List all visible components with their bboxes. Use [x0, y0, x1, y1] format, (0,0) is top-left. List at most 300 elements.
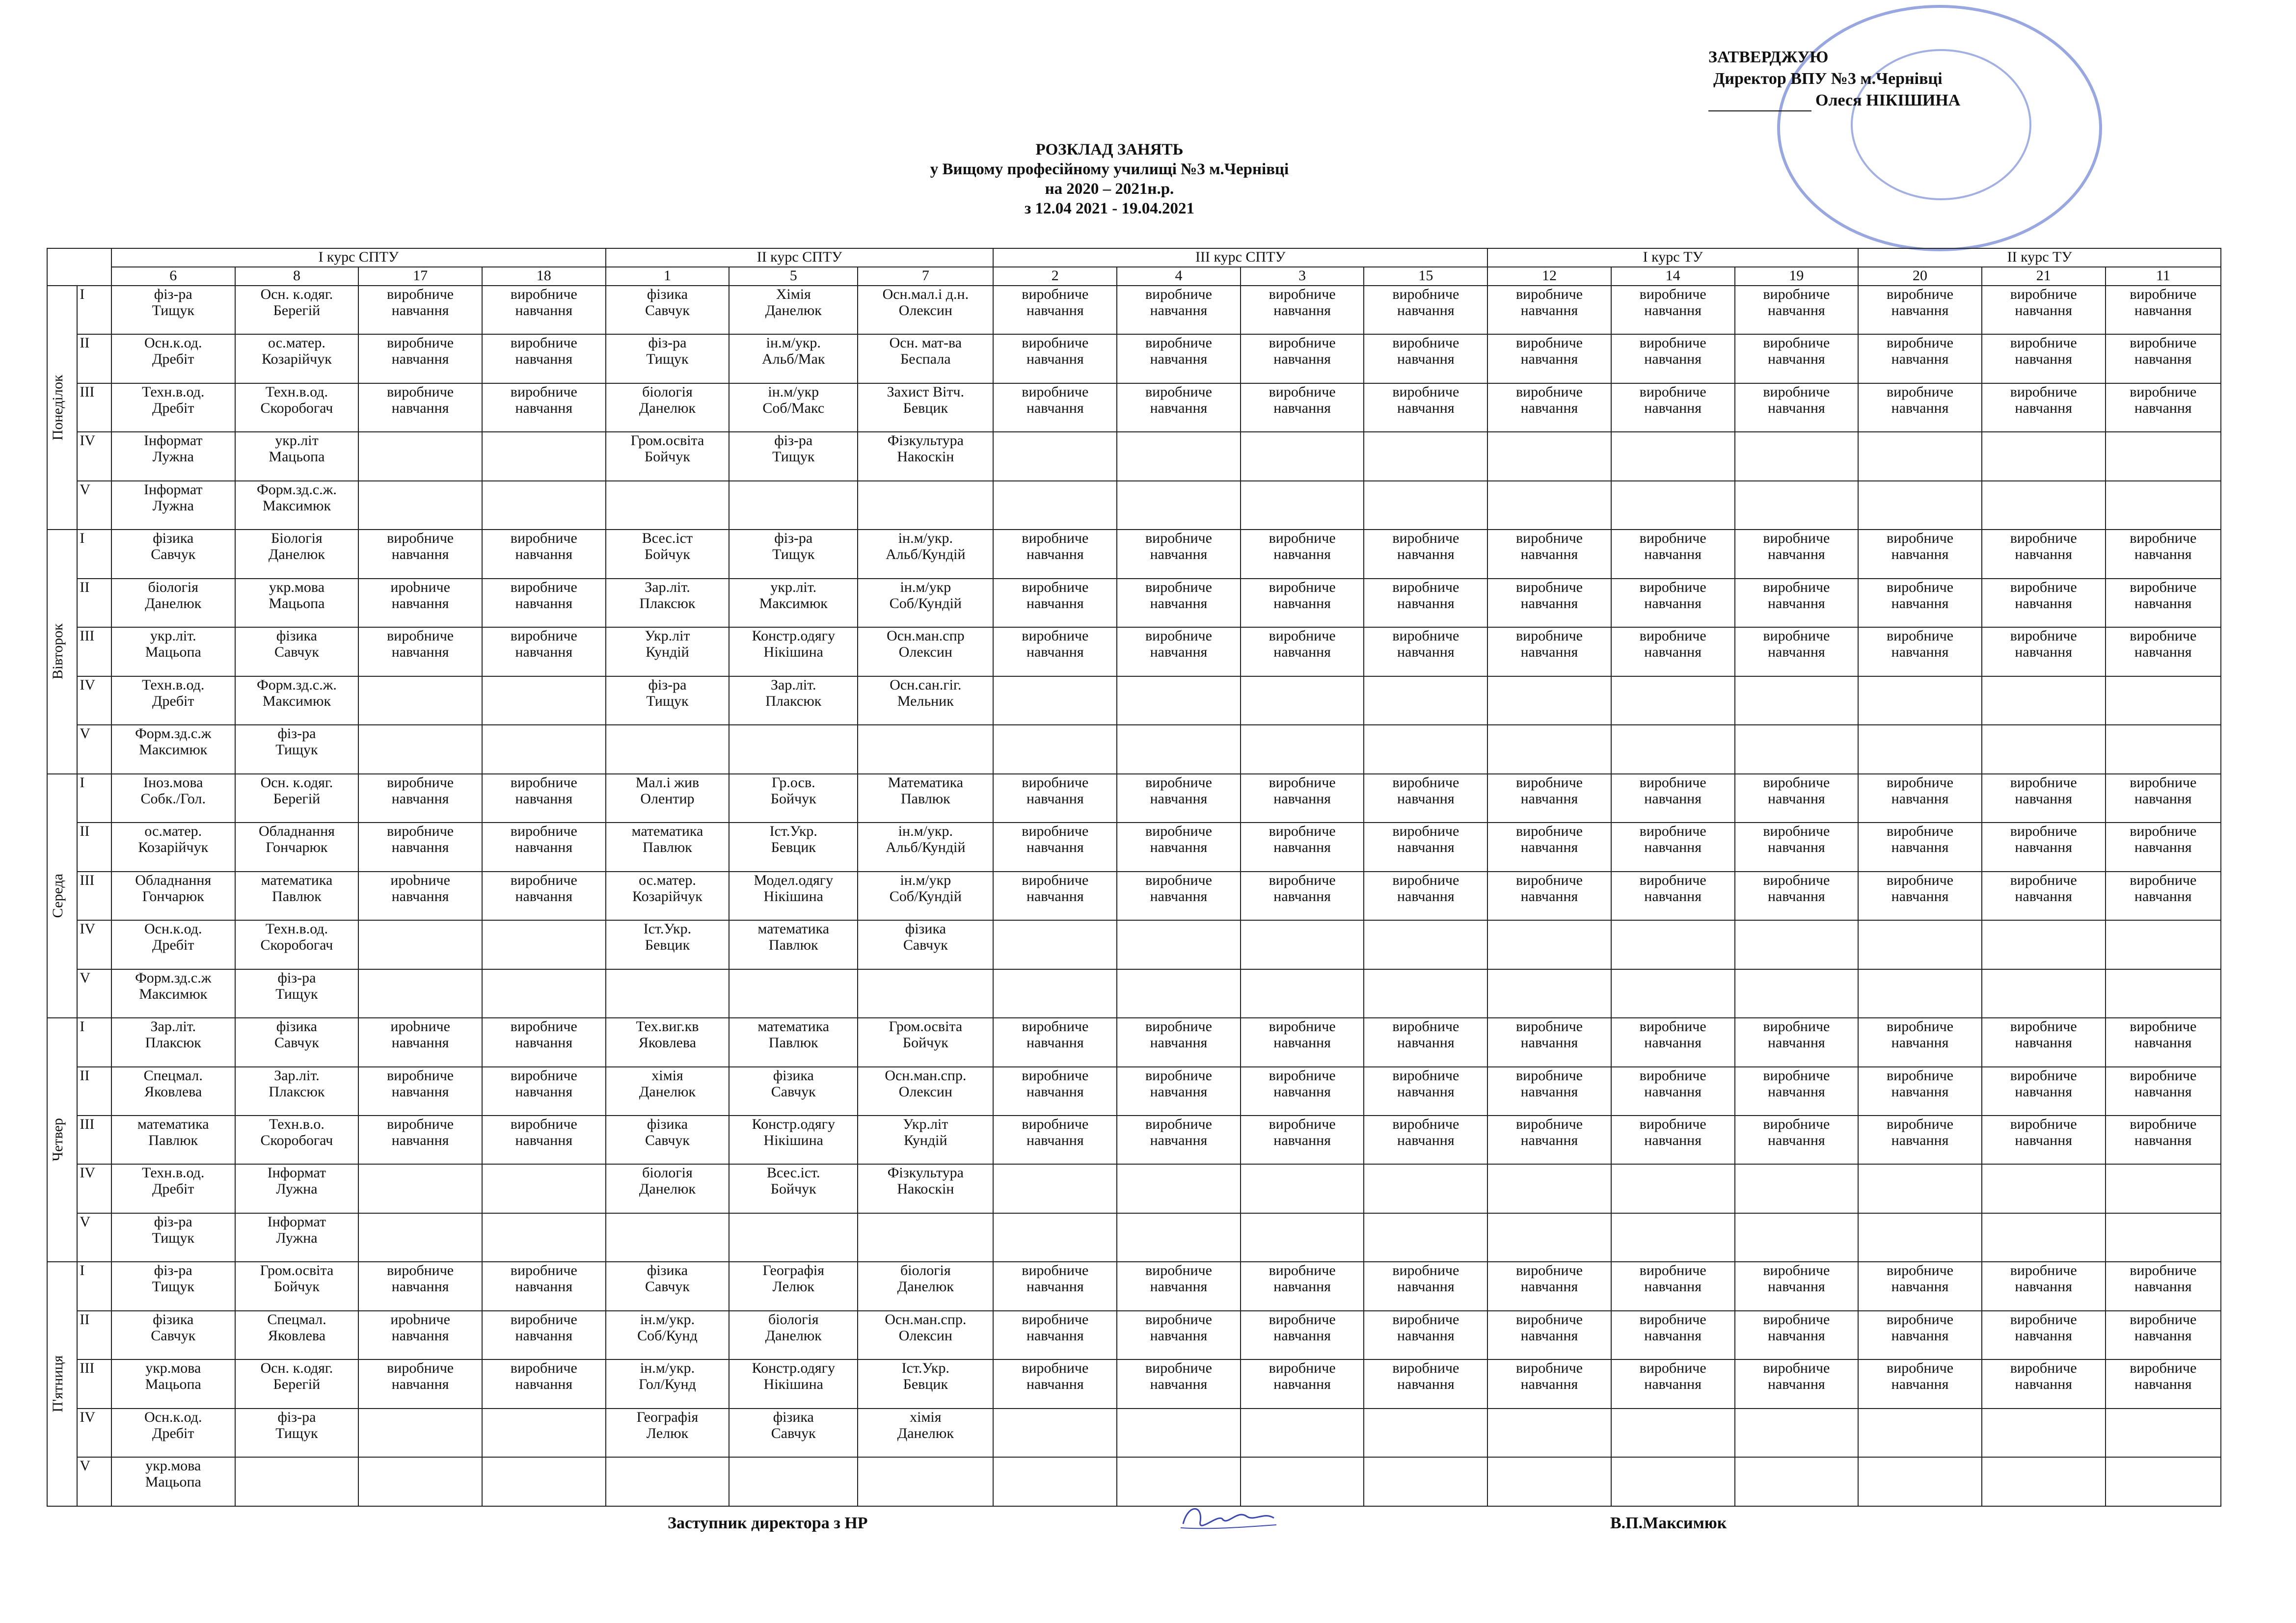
lesson-cell: Техн.в.од. Дребіт: [111, 1164, 235, 1213]
lesson-cell: виробниче навчання: [1611, 872, 1735, 920]
lesson-cell: ін.м/укр Соб/Макс: [729, 383, 858, 432]
lesson-cell: хімія Данелюк: [858, 1409, 993, 1457]
lesson-cell: Географія Лелюк: [729, 1262, 858, 1310]
course-header: І курс ТУ: [1487, 248, 1858, 267]
schedule-row: [47, 481, 2221, 530]
lesson-cell: [1241, 1164, 1364, 1213]
course-header: ІІ курс ТУ: [1858, 248, 2221, 267]
lesson-cell: фіз-ра Тищук: [111, 1262, 235, 1310]
lesson-cell: виробниче навчання: [1487, 627, 1611, 676]
lesson-cell: [358, 1457, 482, 1506]
lesson-cell: біологія Данелюк: [606, 383, 729, 432]
lesson-cell: [1487, 481, 1611, 530]
lesson-cell: виробниче навчання: [1982, 1262, 2106, 1310]
lesson-cell: [1117, 1409, 1241, 1457]
lesson-cell: фіз-ра Тищук: [111, 1213, 235, 1262]
pair-number: ІІІ: [77, 383, 111, 432]
pair-number: V: [77, 1457, 111, 1506]
lesson-cell: Форм.зд.с.ж. Максимюк: [235, 481, 359, 530]
lesson-cell: виробниче навчання: [1487, 774, 1611, 823]
lesson-cell: виробниче навчання: [1858, 383, 1982, 432]
lesson-cell: [1611, 725, 1735, 773]
lesson-cell: виробниче навчання: [1364, 334, 1487, 383]
corner-cell: [47, 248, 111, 286]
lesson-cell: Укр.літ Кундій: [858, 1116, 993, 1164]
lesson-cell: математика Павлюк: [729, 920, 858, 969]
lesson-cell: Мал.і жив Олентир: [606, 774, 729, 823]
lesson-cell: [1487, 432, 1611, 480]
lesson-cell: виробниче навчання: [1858, 1018, 1982, 1066]
lesson-cell: Осн. к.одяг. Берегій: [235, 774, 359, 823]
lesson-cell: виробниче навчання: [1858, 286, 1982, 334]
lesson-cell: [2106, 1213, 2221, 1262]
schedule-row: [47, 1262, 2221, 1310]
lesson-cell: Форм.зд.с.ж Максимюк: [111, 725, 235, 773]
lesson-cell: [358, 432, 482, 480]
lesson-cell: [1117, 481, 1241, 530]
schedule-row: [47, 432, 2221, 480]
lesson-cell: виробниче навчання: [1241, 774, 1364, 823]
lesson-cell: [1364, 1164, 1487, 1213]
lesson-cell: виробниче навчання: [1735, 823, 1859, 871]
lesson-cell: [2106, 1409, 2221, 1457]
lesson-cell: виробниче навчання: [2106, 1067, 2221, 1116]
lesson-cell: ос.матер. Козарійчук: [235, 334, 359, 383]
lesson-cell: виробниче навчання: [1364, 872, 1487, 920]
course-header-row: [47, 248, 2221, 267]
lesson-cell: виробниче навчання: [482, 1067, 606, 1116]
lesson-cell: виробниче навчання: [1982, 627, 2106, 676]
lesson-cell: виробниче навчання: [2106, 286, 2221, 334]
group-header: 17: [358, 267, 482, 286]
lesson-cell: виробниче навчання: [1117, 1116, 1241, 1164]
lesson-cell: Спецмал. Яковлева: [235, 1311, 359, 1359]
lesson-cell: виробниче навчання: [1487, 872, 1611, 920]
lesson-cell: фізика Савчук: [235, 1018, 359, 1066]
lesson-cell: [2106, 1164, 2221, 1213]
lesson-cell: Зар.літ. Плаксюк: [111, 1018, 235, 1066]
lesson-cell: виробниче навчання: [1117, 530, 1241, 578]
lesson-cell: [1735, 676, 1859, 725]
pair-number: V: [77, 1213, 111, 1262]
lesson-cell: [1735, 969, 1859, 1018]
lesson-cell: [1487, 1457, 1611, 1506]
lesson-cell: [1982, 725, 2106, 773]
schedule-row: [47, 1311, 2221, 1359]
lesson-cell: Осн.ман.спр. Олексин: [858, 1067, 993, 1116]
lesson-cell: Осн.ман.спр Олексин: [858, 627, 993, 676]
lesson-cell: виробниче навчання: [482, 383, 606, 432]
lesson-cell: [1611, 481, 1735, 530]
lesson-cell: виробниче навчання: [1735, 627, 1859, 676]
lesson-cell: виробниче навчання: [1611, 823, 1735, 871]
lesson-cell: виробниче навчання: [1735, 579, 1859, 627]
schedule-row: [47, 334, 2221, 383]
lesson-cell: виробниче навчання: [1241, 530, 1364, 578]
lesson-cell: Техн.в.од. Скоробогач: [235, 920, 359, 969]
lesson-cell: виробниче навчання: [482, 334, 606, 383]
lesson-cell: [1117, 432, 1241, 480]
lesson-cell: фізика Савчук: [111, 530, 235, 578]
lesson-cell: виробниче навчання: [1364, 627, 1487, 676]
lesson-cell: Хімія Данелюк: [729, 286, 858, 334]
lesson-cell: Спецмал. Яковлева: [111, 1067, 235, 1116]
schedule-row: [47, 1409, 2221, 1457]
lesson-cell: виробниче навчання: [1735, 530, 1859, 578]
lesson-cell: виробниче навчання: [1858, 1116, 1982, 1164]
lesson-cell: ін.м/укр. Гол/Кунд: [606, 1359, 729, 1408]
schedule-row: [47, 1359, 2221, 1408]
lesson-cell: виробниче навчання: [358, 823, 482, 871]
pair-number: ІІ: [77, 579, 111, 627]
lesson-cell: укр.мова Мацьопа: [111, 1457, 235, 1506]
group-header: 19: [1735, 267, 1859, 286]
lesson-cell: виробниче навчання: [482, 579, 606, 627]
lesson-cell: ос.матер. Козарійчук: [111, 823, 235, 871]
lesson-cell: [1364, 676, 1487, 725]
lesson-cell: виробниче навчання: [2106, 823, 2221, 871]
lesson-cell: [2106, 676, 2221, 725]
lesson-cell: фіз-ра Тищук: [235, 969, 359, 1018]
lesson-cell: [993, 1409, 1117, 1457]
lesson-cell: Техн.в.од. Дребіт: [111, 676, 235, 725]
pair-number: ІІІ: [77, 627, 111, 676]
course-header: ІІІ курс СПТУ: [993, 248, 1487, 267]
lesson-cell: [1487, 920, 1611, 969]
lesson-cell: [1487, 969, 1611, 1018]
lesson-cell: [1858, 481, 1982, 530]
title-line3: на 2020 – 2021н.р.: [1045, 180, 1174, 198]
lesson-cell: ін.м/укр. Соб/Кунд: [606, 1311, 729, 1359]
lesson-cell: фізика Савчук: [606, 286, 729, 334]
lesson-cell: виробниче навчання: [993, 823, 1117, 871]
lesson-cell: [1735, 1457, 1859, 1506]
lesson-cell: виробниче навчання: [1611, 383, 1735, 432]
schedule-row: [47, 1116, 2221, 1164]
pair-number: ІІ: [77, 334, 111, 383]
lesson-cell: [1487, 1164, 1611, 1213]
lesson-cell: виробниче навчання: [358, 1067, 482, 1116]
lesson-cell: Осн.к.од. Дребіт: [111, 334, 235, 383]
lesson-cell: математика Павлюк: [235, 872, 359, 920]
lesson-cell: [1611, 432, 1735, 480]
lesson-cell: виробниче навчання: [1364, 286, 1487, 334]
lesson-cell: виробниче навчання: [358, 627, 482, 676]
lesson-cell: укр.мова Мацьопа: [111, 1359, 235, 1408]
lesson-cell: виробниче навчання: [1241, 1018, 1364, 1066]
lesson-cell: [1982, 969, 2106, 1018]
lesson-cell: [993, 432, 1117, 480]
lesson-cell: виробниче навчання: [1611, 1116, 1735, 1164]
lesson-cell: виробниче навчання: [993, 286, 1117, 334]
lesson-cell: [482, 1409, 606, 1457]
group-header: 18: [482, 267, 606, 286]
lesson-cell: Модел.одягу Нікішина: [729, 872, 858, 920]
lesson-cell: виробниче навчання: [2106, 774, 2221, 823]
pair-number: V: [77, 481, 111, 530]
handwritten-signature: [1173, 1499, 1281, 1539]
lesson-cell: Зар.літ. Плаксюк: [235, 1067, 359, 1116]
schedule-row: [47, 286, 2221, 334]
lesson-cell: виробниче навчання: [2106, 334, 2221, 383]
lesson-cell: виробниче навчання: [1117, 1359, 1241, 1408]
lesson-cell: виробниче навчання: [482, 1116, 606, 1164]
lesson-cell: виробниче навчання: [482, 1262, 606, 1310]
lesson-cell: Іст.Укр. Бевцик: [729, 823, 858, 871]
group-header: 3: [1241, 267, 1364, 286]
lesson-cell: [1364, 969, 1487, 1018]
lesson-cell: виробниче навчання: [1117, 1018, 1241, 1066]
lesson-cell: укр.літ Мацьопа: [235, 432, 359, 480]
lesson-cell: [729, 969, 858, 1018]
schedule-row: [47, 383, 2221, 432]
lesson-cell: виробниче навчання: [358, 1116, 482, 1164]
group-header: 8: [235, 267, 359, 286]
lesson-cell: [1117, 1164, 1241, 1213]
lesson-cell: фізика Савчук: [235, 627, 359, 676]
lesson-cell: [1611, 1409, 1735, 1457]
lesson-cell: виробниче навчання: [1858, 872, 1982, 920]
lesson-cell: [1117, 676, 1241, 725]
lesson-cell: [358, 1164, 482, 1213]
lesson-cell: [2106, 481, 2221, 530]
pair-number: IV: [77, 432, 111, 480]
schedule-row: [47, 530, 2221, 578]
lesson-cell: виробниче навчання: [482, 774, 606, 823]
lesson-cell: виробниче навчання: [1364, 530, 1487, 578]
lesson-cell: укр.літ. Максимюк: [729, 579, 858, 627]
lesson-cell: [1611, 969, 1735, 1018]
schedule-row: [47, 579, 2221, 627]
lesson-cell: виробниче навчання: [2106, 1359, 2221, 1408]
lesson-cell: виробниче навчання: [1982, 286, 2106, 334]
lesson-cell: виробниче навчання: [1487, 1359, 1611, 1408]
lesson-cell: [1487, 1213, 1611, 1262]
lesson-cell: [993, 481, 1117, 530]
lesson-cell: Інформат Лужна: [235, 1213, 359, 1262]
lesson-cell: [482, 1457, 606, 1506]
pair-number: І: [77, 530, 111, 578]
lesson-cell: [1735, 725, 1859, 773]
lesson-cell: [1982, 676, 2106, 725]
day-label: Вівторок: [47, 530, 77, 773]
pair-number: ІІ: [77, 823, 111, 871]
lesson-cell: Форм.зд.с.ж Максимюк: [111, 969, 235, 1018]
lesson-cell: Техн.в.од. Дребіт: [111, 383, 235, 432]
lesson-cell: [729, 1457, 858, 1506]
lesson-cell: [858, 1457, 993, 1506]
lesson-cell: виробниче навчання: [1117, 1311, 1241, 1359]
lesson-cell: ирobниче навчання: [358, 1311, 482, 1359]
lesson-cell: Всес.іст. Бойчук: [729, 1164, 858, 1213]
lesson-cell: ирobниче навчання: [358, 1018, 482, 1066]
lesson-cell: виробниче навчання: [2106, 383, 2221, 432]
lesson-cell: [2106, 1457, 2221, 1506]
lesson-cell: [1982, 1457, 2106, 1506]
pair-number: ІІ: [77, 1067, 111, 1116]
approval-line2: Директор ВПУ №3 м.Чернівці: [1713, 70, 1943, 88]
schedule-table: [47, 248, 2221, 1507]
group-header-row: [47, 267, 2221, 286]
lesson-cell: Осн.мал.і д.н. Олексин: [858, 286, 993, 334]
schedule-row: [47, 920, 2221, 969]
lesson-cell: виробниче навчання: [1611, 1359, 1735, 1408]
lesson-cell: виробниче навчання: [1364, 1116, 1487, 1164]
lesson-cell: фіз-ра Тищук: [729, 432, 858, 480]
lesson-cell: [1241, 725, 1364, 773]
lesson-cell: Іст.Укр. Бевцик: [606, 920, 729, 969]
lesson-cell: [1241, 1409, 1364, 1457]
lesson-cell: [1364, 1457, 1487, 1506]
group-header: 5: [729, 267, 858, 286]
lesson-cell: [1858, 920, 1982, 969]
lesson-cell: виробниче навчання: [1735, 1067, 1859, 1116]
lesson-cell: Обладнання Гончарюк: [235, 823, 359, 871]
lesson-cell: [1364, 920, 1487, 969]
lesson-cell: виробниче навчання: [993, 383, 1117, 432]
lesson-cell: виробниче навчання: [1117, 823, 1241, 871]
lesson-cell: [1241, 432, 1364, 480]
lesson-cell: виробниче навчання: [1982, 530, 2106, 578]
lesson-cell: [1858, 676, 1982, 725]
day-label: Четвер: [47, 1018, 77, 1262]
lesson-cell: виробниче навчання: [1982, 334, 2106, 383]
lesson-cell: [993, 1164, 1117, 1213]
lesson-cell: виробниче навчання: [2106, 627, 2221, 676]
lesson-cell: виробниче навчання: [358, 1262, 482, 1310]
lesson-cell: [1117, 969, 1241, 1018]
day-label: П'ятниця: [47, 1262, 77, 1506]
course-header: І курс СПТУ: [111, 248, 606, 267]
lesson-cell: [1858, 432, 1982, 480]
lesson-cell: виробниче навчання: [1487, 1018, 1611, 1066]
lesson-cell: Форм.зд.с.ж. Максимюк: [235, 676, 359, 725]
lesson-cell: Математика Павлюк: [858, 774, 993, 823]
lesson-cell: математика Павлюк: [606, 823, 729, 871]
lesson-cell: Гр.осв. Бойчук: [729, 774, 858, 823]
pair-number: V: [77, 725, 111, 773]
lesson-cell: [1487, 725, 1611, 773]
lesson-cell: [606, 725, 729, 773]
group-header: 15: [1364, 267, 1487, 286]
lesson-cell: виробниче навчання: [1487, 1262, 1611, 1310]
lesson-cell: виробниче навчання: [1117, 579, 1241, 627]
lesson-cell: [993, 969, 1117, 1018]
lesson-cell: виробниче навчання: [1611, 627, 1735, 676]
lesson-cell: виробниче навчання: [482, 627, 606, 676]
lesson-cell: [2106, 432, 2221, 480]
lesson-cell: ос.матер. Козарійчук: [606, 872, 729, 920]
lesson-cell: виробниче навчання: [1735, 1018, 1859, 1066]
lesson-cell: Інформат Лужна: [235, 1164, 359, 1213]
group-header: 1: [606, 267, 729, 286]
lesson-cell: Обладнання Гончарюк: [111, 872, 235, 920]
lesson-cell: виробниче навчання: [1858, 627, 1982, 676]
lesson-cell: Тех.виг.кв Яковлева: [606, 1018, 729, 1066]
schedule-row: [47, 725, 2221, 773]
lesson-cell: виробниче навчання: [993, 1262, 1117, 1310]
lesson-cell: виробниче навчання: [1487, 383, 1611, 432]
lesson-cell: виробниче навчання: [1611, 774, 1735, 823]
lesson-cell: виробниче навчання: [1982, 579, 2106, 627]
schedule-row: [47, 1018, 2221, 1066]
lesson-cell: виробниче навчання: [1487, 286, 1611, 334]
lesson-cell: [482, 969, 606, 1018]
approval-name: Олеся НІКІШИНА: [1815, 91, 1961, 109]
lesson-cell: [1611, 920, 1735, 969]
lesson-cell: Інформат Лужна: [111, 481, 235, 530]
lesson-cell: [1487, 1409, 1611, 1457]
lesson-cell: виробниче навчання: [1611, 1018, 1735, 1066]
lesson-cell: [993, 676, 1117, 725]
lesson-cell: виробниче навчання: [1735, 1359, 1859, 1408]
lesson-cell: виробниче навчання: [1735, 286, 1859, 334]
lesson-cell: виробниче навчання: [1241, 1262, 1364, 1310]
lesson-cell: виробниче навчання: [1364, 774, 1487, 823]
footer-signer-name: В.П.Максимюк: [1610, 1514, 1727, 1532]
lesson-cell: виробниче навчання: [993, 579, 1117, 627]
lesson-cell: [1611, 1457, 1735, 1506]
lesson-cell: фіз-ра Тищук: [235, 1409, 359, 1457]
lesson-cell: [482, 1213, 606, 1262]
lesson-cell: виробниче навчання: [1487, 823, 1611, 871]
schedule-row: [47, 872, 2221, 920]
lesson-cell: виробниче навчання: [1735, 383, 1859, 432]
lesson-cell: Фізкультура Накоскін: [858, 432, 993, 480]
lesson-cell: виробниче навчання: [1241, 1311, 1364, 1359]
lesson-cell: Всес.іст Бойчук: [606, 530, 729, 578]
group-header: 20: [1858, 267, 1982, 286]
course-header: ІІ курс СПТУ: [606, 248, 994, 267]
lesson-cell: [606, 481, 729, 530]
lesson-cell: виробниче навчання: [1364, 1262, 1487, 1310]
lesson-cell: виробниче навчання: [1858, 530, 1982, 578]
lesson-cell: [358, 676, 482, 725]
lesson-cell: виробниче навчання: [2106, 1018, 2221, 1066]
lesson-cell: виробниче навчання: [1611, 1067, 1735, 1116]
lesson-cell: [729, 725, 858, 773]
lesson-cell: виробниче навчання: [2106, 1116, 2221, 1164]
lesson-cell: виробниче навчання: [2106, 1311, 2221, 1359]
lesson-cell: виробниче навчання: [993, 872, 1117, 920]
lesson-cell: виробниче навчання: [993, 530, 1117, 578]
group-header: 14: [1611, 267, 1735, 286]
lesson-cell: [1735, 1409, 1859, 1457]
lesson-cell: [858, 481, 993, 530]
lesson-cell: виробниче навчання: [1611, 286, 1735, 334]
lesson-cell: Осн. к.одяг. Берегій: [235, 286, 359, 334]
lesson-cell: [1364, 1409, 1487, 1457]
lesson-cell: [358, 920, 482, 969]
lesson-cell: [1735, 1213, 1859, 1262]
lesson-cell: Географія Лелюк: [606, 1409, 729, 1457]
day-label: Понеділок: [47, 286, 77, 530]
lesson-cell: Зар.літ. Плаксюк: [606, 579, 729, 627]
lesson-cell: біологія Данелюк: [858, 1262, 993, 1310]
lesson-cell: фіз-ра Тищук: [111, 286, 235, 334]
lesson-cell: виробниче навчання: [358, 774, 482, 823]
lesson-cell: виробниче навчання: [482, 530, 606, 578]
lesson-cell: виробниче навчання: [1241, 1359, 1364, 1408]
lesson-cell: виробниче навчання: [993, 1067, 1117, 1116]
lesson-cell: Осн.к.од. Дребіт: [111, 1409, 235, 1457]
pair-number: IV: [77, 676, 111, 725]
lesson-cell: [1241, 969, 1364, 1018]
lesson-cell: виробниче навчання: [993, 1116, 1117, 1164]
lesson-cell: виробниче навчання: [1241, 823, 1364, 871]
lesson-cell: [1858, 1457, 1982, 1506]
lesson-cell: [358, 725, 482, 773]
